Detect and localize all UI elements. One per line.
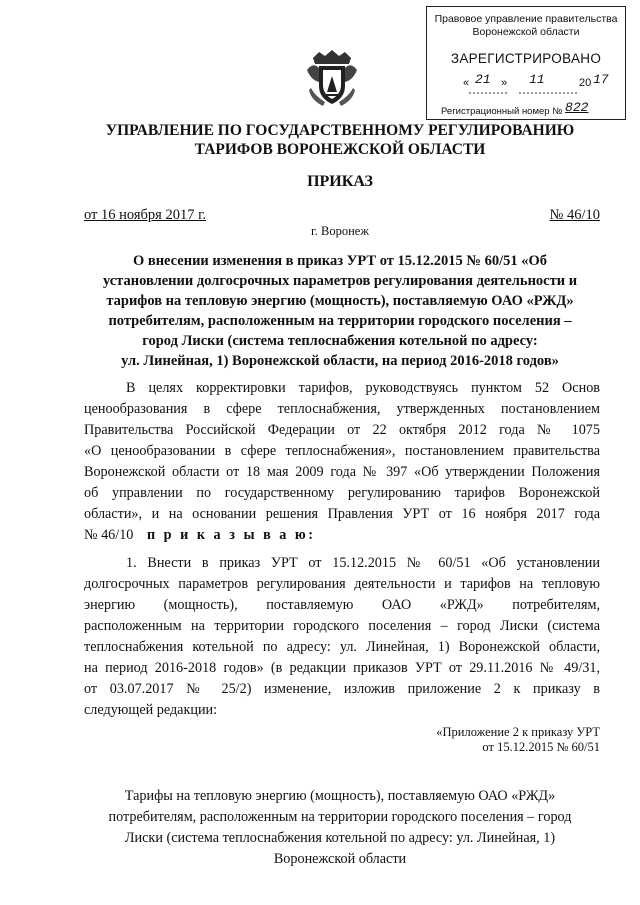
- organization-name-line1: УПРАВЛЕНИЕ ПО ГОСУДАРСТВЕННОМУ РЕГУЛИРОВАНИЮ: [105, 122, 575, 139]
- city: г. Воронеж: [311, 224, 369, 238]
- stamp-number: Регистрационный номер № 822: [441, 100, 589, 117]
- preamble-line: ценообразования в сфере теплоснабжения, утвержденных постановлением: [84, 401, 600, 417]
- item-line: энергию (мощность), поставляемую ОАО «РЖД» потребителям,: [84, 597, 600, 613]
- preamble-line: «О ценообразовании в сфере теплоснабжения», постановлением правительства: [84, 443, 600, 459]
- coat-of-arms-icon: [305, 48, 359, 110]
- item-line: долгосрочных параметров регулирования деятельности и тарифов на тепловую: [84, 576, 600, 592]
- order-number: № 46/10: [549, 207, 600, 223]
- registration-stamp: [426, 6, 626, 120]
- item-line: 1. Внести в приказ УРТ от 15.12.2015 № 60/51 «Об установлении: [126, 555, 600, 571]
- tariff-title-line: Воронежской области: [273, 851, 407, 867]
- stamp-registered: ЗАРЕГИСТРИРОВАНО: [450, 51, 602, 66]
- stamp-day: 21: [475, 72, 491, 87]
- preamble-line: об управлении по государственному регулированию тарифов Воронежской: [84, 485, 600, 501]
- preamble-line: В целях корректировки тарифов, руководствуясь пунктом 52 Основ: [126, 380, 600, 396]
- title-line: тарифов на тепловую энергию (мощность), поставляемую ОАО «РЖД»: [106, 293, 574, 309]
- item-line: от 03.07.2017 № 25/2) изменение, изложив приложение 2 к приказу в: [84, 681, 600, 697]
- item-line: на период 2016-2018 годов» (в редакции приказов УРТ от 29.11.2016 № 49/31,: [84, 660, 600, 676]
- item-line: расположенным на территории городского поселения – город Лиски (система: [84, 618, 600, 634]
- stamp-number-value: 822: [565, 100, 589, 115]
- document-type: ПРИКАЗ: [307, 173, 373, 190]
- item-line: следующей редакции:: [84, 702, 218, 718]
- organization-name-line2: ТАРИФОВ ВОРОНЕЖСКОЙ ОБЛАСТИ: [194, 141, 486, 158]
- title-line: установлении долгосрочных параметров регулирования деятельности и: [102, 273, 578, 289]
- preamble-line: области», и на основании решения Правления УРТ от 16 ноября 2017 года: [84, 506, 600, 522]
- stamp-year: 17: [593, 72, 609, 87]
- stamp-month: 11: [529, 72, 545, 87]
- title-line: город Лиски (система теплоснабжения котельной по адресу:: [142, 333, 538, 349]
- order-word: п р и к а з ы в а ю:: [146, 527, 316, 543]
- preamble-last-line: № 46/10: [84, 527, 134, 543]
- tariff-title-line: Лиски (система теплоснабжения котельной по адресу: ул. Линейная, 1): [124, 830, 556, 846]
- tariff-title-line: потребителям, расположенным на территории городского поселения – город: [108, 809, 572, 825]
- item-line: теплоснабжения котельной по адресу: ул. Линейная, 1) Воронежской области,: [84, 639, 600, 655]
- appendix-reference: «Приложение 2 к приказу УРТ от 15.12.2015 № 60/51: [436, 725, 600, 754]
- preamble-line: Воронежской области от 18 мая 2009 года № 397 «Об утверждении Положения: [84, 464, 600, 480]
- tariff-title-line: Тарифы на тепловую энергию (мощность), поставляемую ОАО «РЖД»: [124, 788, 556, 804]
- stamp-date-underline: [459, 91, 619, 95]
- order-date: от 16 ноября 2017 г.: [84, 207, 207, 223]
- stamp-organization: Правовое управление правительства Воронежской области: [434, 13, 618, 38]
- title-line: ул. Линейная, 1) Воронежской области, на период 2016-2018 годов»: [121, 353, 559, 369]
- preamble-line: Правительства Российской Федерации от 22 октября 2012 года № 1075: [84, 422, 600, 438]
- title-line: потребителям, расположенным на территории городского поселения –: [108, 313, 572, 329]
- stamp-date: « 21 » 11 20 17: [441, 75, 617, 95]
- title-line: О внесении изменения в приказ УРТ от 15.12.2015 № 60/51 «Об: [132, 253, 548, 269]
